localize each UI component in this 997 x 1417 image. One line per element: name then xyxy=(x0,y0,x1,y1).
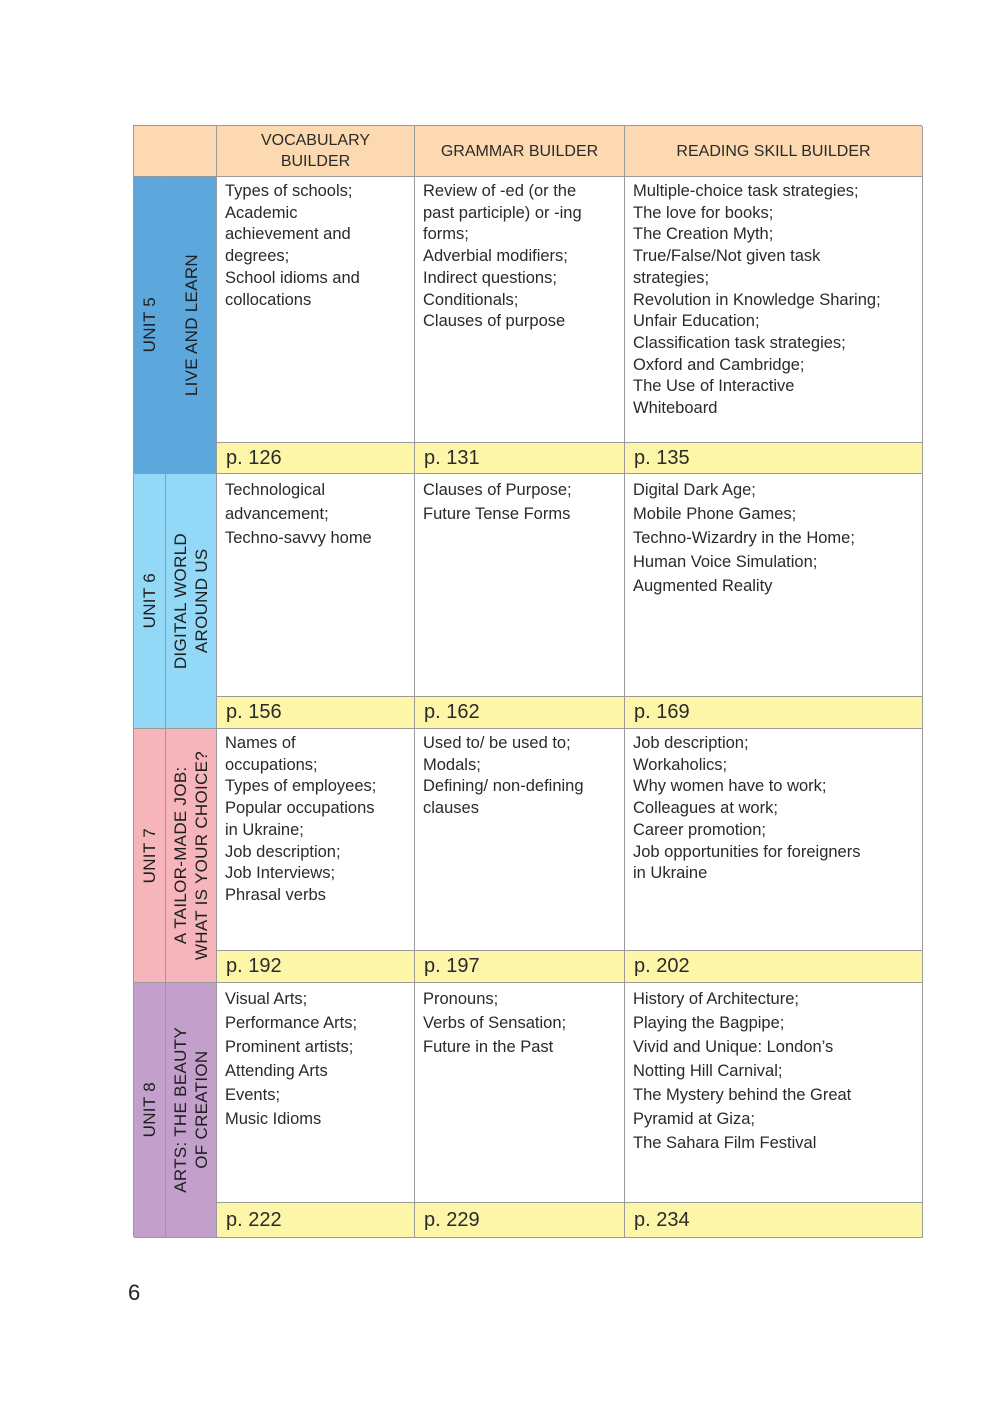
unit-5-title: LIVE AND LEARN xyxy=(181,253,201,397)
unit-5-vocabulary: Types of schools; Academic achievement and degrees; School idioms and collocations xyxy=(217,177,415,443)
unit-8-label: UNIT 8 xyxy=(140,1082,159,1138)
unit-6-reading: Digital Dark Age; Mobile Phone Games; Techno-Wizardry in the Home; Human Voice Simulation; Augmented Reality xyxy=(625,474,923,697)
page-number: 6 xyxy=(128,1280,141,1305)
unit-8-grammar-page: p. 229 xyxy=(415,1203,625,1238)
unit-7-grammar: Used to/ be used to; Modals; Defining/ non-defining clauses xyxy=(415,729,625,951)
unit-6-reading-page: p. 169 xyxy=(625,697,923,729)
unit-8-label-cell xyxy=(134,983,166,1238)
unit-7-reading: Job description; Workaholics; Why women have to work; Colleagues at work; Career promotion; Job opportunities for foreigners in Ukraine xyxy=(625,729,923,951)
unit-6-vocabulary-page: p. 156 xyxy=(217,697,415,729)
unit-7-title: A TAILOR-MADE JOB: WHAT IS YOUR CHOICE? xyxy=(171,750,211,961)
header-vocabulary: VOCABULARY BUILDER xyxy=(217,126,415,177)
unit-6-label-cell xyxy=(134,474,166,729)
unit-8-grammar: Pronouns; Verbs of Sensation; Future in the Past xyxy=(415,983,625,1203)
unit-6-grammar-page: p. 162 xyxy=(415,697,625,729)
unit-5-vocabulary-page: p. 126 xyxy=(217,443,415,474)
unit-8-title: ARTS: THE BEAUTY OF CREATION xyxy=(171,1027,211,1193)
unit-7-reading-page: p. 202 xyxy=(625,951,923,983)
header-corner xyxy=(134,126,217,177)
unit-5-title-cell xyxy=(166,177,217,474)
unit-8-reading-page: p. 234 xyxy=(625,1203,923,1238)
unit-5-reading-page: p. 135 xyxy=(625,443,923,474)
unit-7-grammar-page: p. 197 xyxy=(415,951,625,983)
unit-7-vocabulary: Names of occupations; Types of employees; Popular occupations in Ukraine; Job description; Job Interviews; Phrasal verbs xyxy=(217,729,415,951)
unit-7-label-cell xyxy=(134,729,166,983)
unit-6-grammar: Clauses of Purpose; Future Tense Forms xyxy=(415,474,625,697)
unit-5-grammar: Review of -ed (or the past participle) or -ing forms; Adverbial modifiers; Indirect questions; Conditionals; Clauses of purpose xyxy=(415,177,625,443)
header-reading: READING SKILL BUILDER xyxy=(625,126,923,177)
unit-6-title: DIGITAL WORLD AROUND US xyxy=(171,532,211,670)
unit-7-vocabulary-page: p. 192 xyxy=(217,951,415,983)
header-grammar: GRAMMAR BUILDER xyxy=(415,126,625,177)
unit-8-title-cell xyxy=(166,983,217,1238)
unit-7-label: UNIT 7 xyxy=(140,827,159,884)
contents-table xyxy=(133,125,922,1237)
unit-8-reading: History of Architecture; Playing the Bagpipe; Vivid and Unique: London’s Notting Hill Carnival; The Mystery behind the Great Pyramid at Giza; The Sahara Film Festival xyxy=(625,983,923,1203)
unit-8-vocabulary: Visual Arts; Performance Arts; Prominent artists; Attending Arts Events; Music Idioms xyxy=(217,983,415,1203)
unit-5-label: UNIT 5 xyxy=(140,297,159,353)
unit-5-reading: Multiple-choice task strategies; The love for books; The Creation Myth; True/False/Not given task strategies; Revolution in Knowledge Sharing; Unfair Education; Classification task strategies; Oxford and Cambridge; The Use of Interactive Whiteboard xyxy=(625,177,923,443)
unit-7-title-cell xyxy=(166,729,217,983)
unit-6-title-cell xyxy=(166,474,217,729)
unit-5-grammar-page: p. 131 xyxy=(415,443,625,474)
unit-6-vocabulary: Technological advancement; Techno-savvy home xyxy=(217,474,415,697)
unit-6-label: UNIT 6 xyxy=(140,573,159,629)
unit-5-label-cell xyxy=(134,177,166,474)
unit-8-vocabulary-page: p. 222 xyxy=(217,1203,415,1238)
